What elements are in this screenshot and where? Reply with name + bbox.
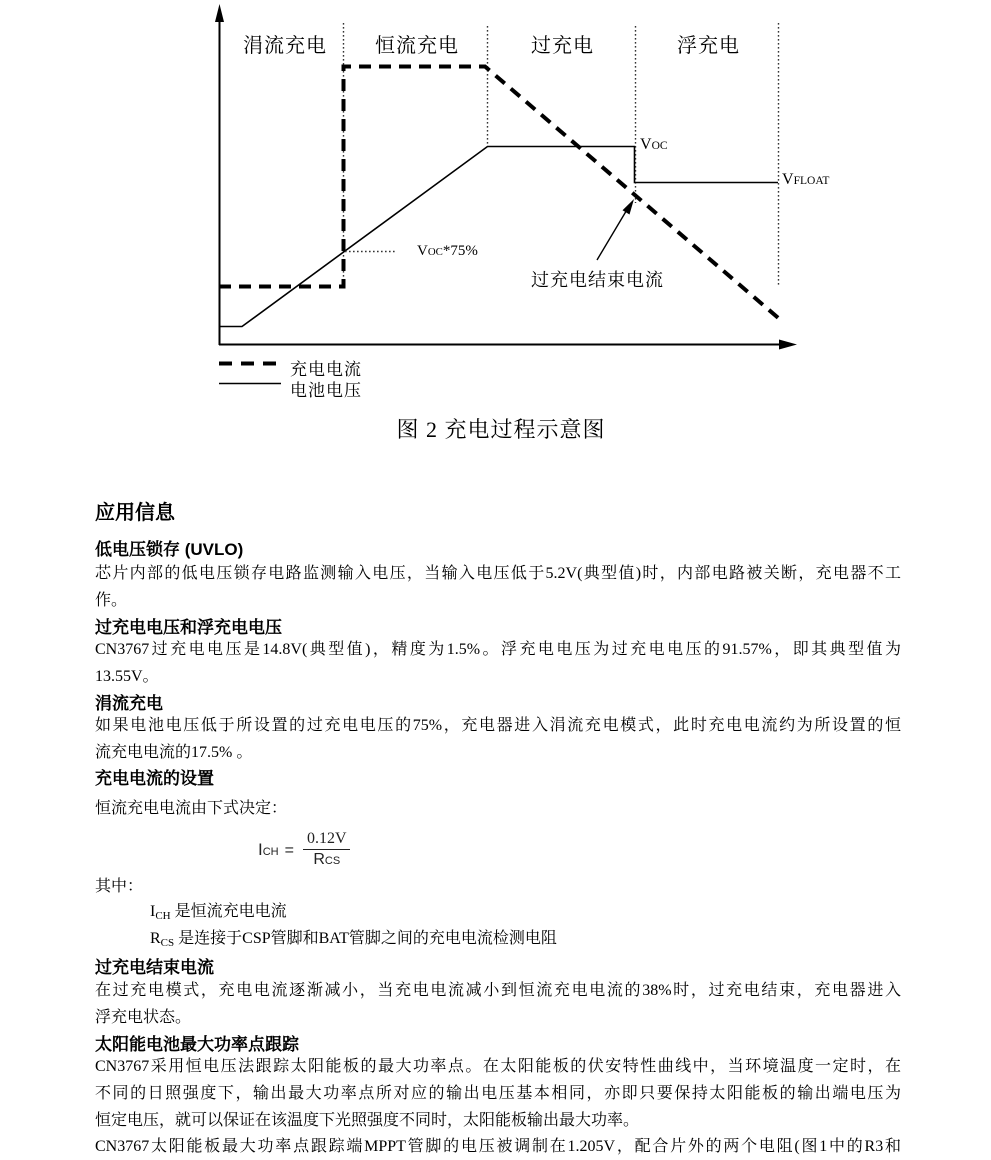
heading-trickle-charge: 涓流充电 — [95, 694, 163, 713]
text-line: 作。 — [95, 592, 128, 609]
text-line: 在过充电模式，充电电流逐渐减小，当充电电流减小到恒流充电电流的38%时，过充电结束，充电器进入 — [95, 982, 901, 999]
charge-current-formula — [258, 830, 353, 869]
text-line-ich — [150, 901, 900, 927]
formula-sub-cs: CS — [324, 855, 341, 867]
text-line: CN3767采用恒电压法跟踪太阳能板的最大功率点。在太阳能板的伏安特性曲线中，当环境温度一定时，在 — [95, 1058, 901, 1075]
text-line: 芯片内部的低电压锁存电路监测输入电压，当输入电压低于5.2V(典型值)时，内部电路被关断，充电器不工 — [95, 565, 901, 582]
formula-denominator — [303, 849, 350, 869]
voc-sub: OC — [651, 140, 668, 152]
voc75-main: V — [417, 243, 428, 259]
text-line: 浮充电状态。 — [95, 1009, 192, 1026]
ich-subscript: CH — [155, 910, 171, 922]
section-title: 应用信息 — [95, 502, 175, 524]
text-line: 13.55V。 — [95, 668, 159, 685]
heading-mppt: 太阳能电池最大功率点跟踪 — [95, 1035, 299, 1054]
heading-end-of-overcharge-current: 过充电结束电流 — [95, 958, 214, 977]
formula-symbol-i: I — [258, 839, 263, 859]
formula-symbol-r: R — [313, 851, 325, 868]
phase-label-trickle: 涓流充电 — [243, 35, 327, 57]
phase-label-overcharge: 过充电 — [531, 35, 594, 57]
formula-lhs — [258, 840, 301, 860]
voc75-suffix: *75% — [442, 243, 478, 259]
rcs-description: 是连接于CSP管脚和BAT管脚之间的充电电流检测电阻 — [174, 930, 557, 947]
vfloat-sub: FLOAT — [793, 175, 830, 187]
formula-numerator: 0.12V — [306, 830, 347, 847]
ich-symbol: I — [150, 903, 156, 920]
formula-equals: = — [284, 841, 294, 859]
heading-charge-current-setting: 充电电流的设置 — [95, 769, 214, 788]
text-line: 恒流充电电流由下式决定： — [95, 800, 288, 817]
text-line: CN3767过充电电压是14.8V(典型值)，精度为1.5%。浮充电电压为过充电电压的91.57%，即其典型值为 — [95, 641, 901, 658]
heading-overcharge-float-voltage: 过充电电压和浮充电电压 — [95, 618, 282, 637]
text-line: CN3767太阳能板最大功率点跟踪端MPPT管脚的电压被调制在1.205V，配合片外的两个电阻(图1中的R3和 — [95, 1138, 901, 1155]
voc75-sub: OC — [427, 246, 443, 258]
vfloat-main: V — [782, 171, 794, 188]
ich-description: 是恒流充电电流 — [170, 903, 287, 920]
text-line: 如果电池电压低于所设置的过充电电压的75%，充电器进入涓流充电模式，此时充电电流约为所设置的恒 — [95, 717, 901, 734]
application-info-section — [95, 0, 901, 1160]
phase-label-constant-current: 恒流充电 — [375, 35, 459, 57]
formula-sub-ch: CH — [262, 845, 279, 858]
heading-uvlo: 低电压锁存 (UVLO) — [95, 540, 244, 559]
rcs-symbol: R — [150, 930, 161, 947]
text-line: 恒定电压，就可以保证在该温度下光照强度不同时，太阳能板输出最大功率。 — [95, 1112, 640, 1129]
figure-caption: 图 2 充电过程示意图 — [396, 417, 606, 442]
formula-fraction — [301, 830, 353, 869]
legend-label-charge-current: 充电电流 — [290, 360, 362, 379]
rcs-subscript: CS — [160, 937, 175, 949]
text-line: 其中： — [95, 878, 144, 895]
phase-label-float: 浮充电 — [677, 35, 740, 57]
text-line: 不同的日照强度下，输出最大功率点所对应的输出电压基本相同，亦即只要保持太阳能板的输出端电压为 — [95, 1085, 901, 1102]
text-line: 流充电电流的17.5% 。 — [95, 744, 253, 761]
legend-label-battery-voltage: 电池电压 — [290, 381, 362, 400]
voc-main: V — [640, 136, 652, 153]
end-current-annotation: 过充电结束电流 — [531, 270, 664, 290]
text-line-rcs — [150, 928, 900, 954]
